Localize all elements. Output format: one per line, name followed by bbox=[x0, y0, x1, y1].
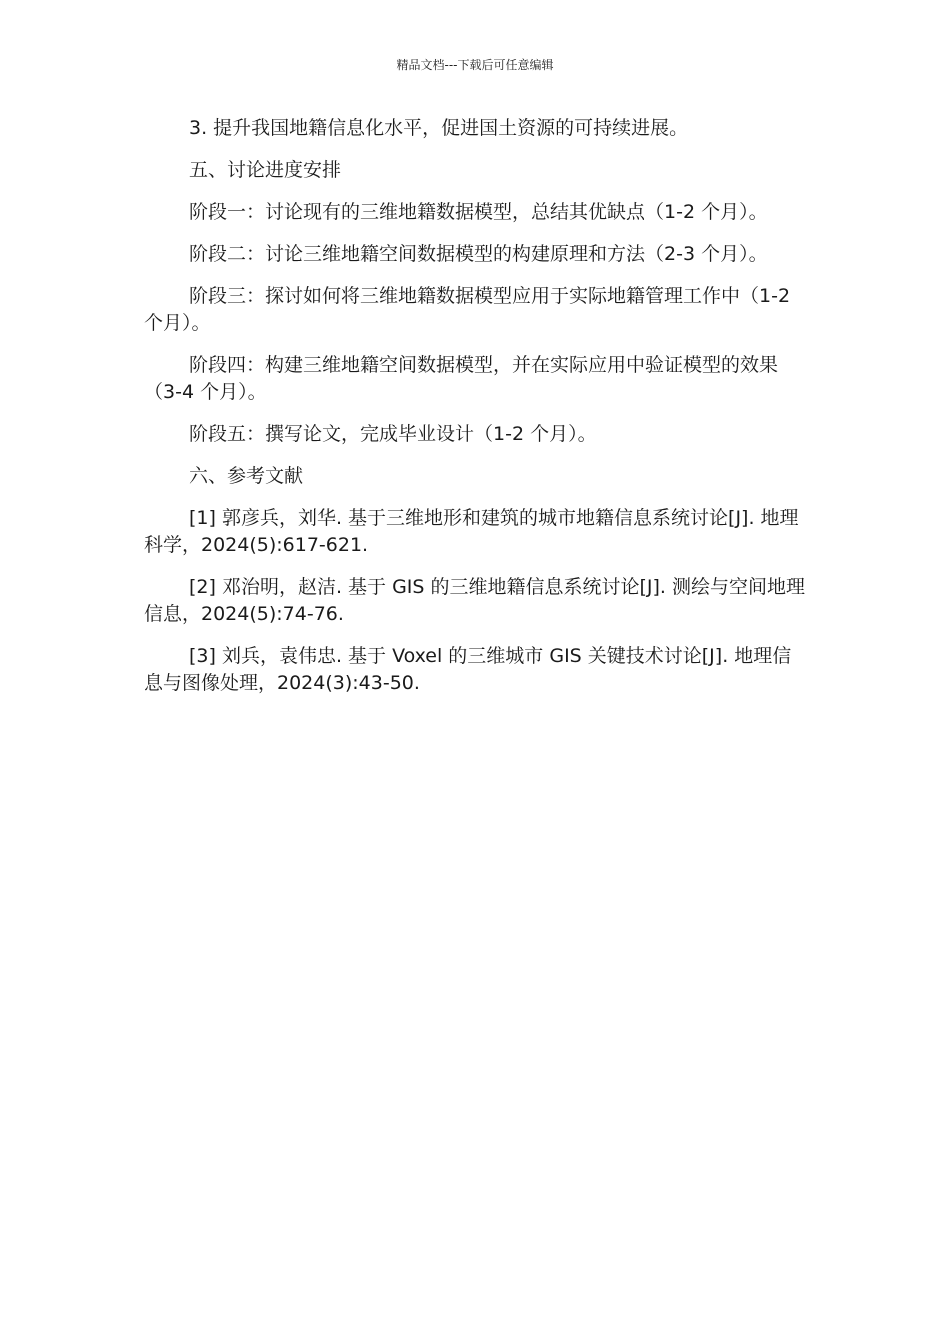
page-header: 精品文档---下载后可任意编辑 bbox=[396, 58, 554, 72]
schedule-stage-5: 阶段五：撰写论文，完成毕业设计（1-2 个月）。 bbox=[189, 423, 597, 445]
document-body bbox=[144, 115, 809, 712]
schedule-stage-2: 阶段二：讨论三维地籍空间数据模型的构建原理和方法（2-3 个月）。 bbox=[189, 243, 768, 265]
reference-item-3: [3] 刘兵，袁伟忠. 基于 Voxel 的三维城市 GIS 关键技术讨论[J]. 地理信息与图像处理，2024(3):43-50. bbox=[144, 645, 792, 694]
reference-item-2: [2] 邓治明，赵洁. 基于 GIS 的三维地籍信息系统讨论[J]. 测绘与空间地理信息，2024(5):74-76. bbox=[144, 576, 806, 625]
schedule-stage-1: 阶段一：讨论现有的三维地籍数据模型，总结其优缺点（1-2 个月）。 bbox=[189, 201, 768, 223]
section-heading-references: 六、参考文献 bbox=[189, 465, 304, 487]
section-heading-schedule: 五、讨论进度安排 bbox=[189, 159, 342, 181]
schedule-stage-3: 阶段三：探讨如何将三维地籍数据模型应用于实际地籍管理工作中（1-2 个月）。 bbox=[144, 285, 791, 334]
schedule-stage-4: 阶段四：构建三维地籍空间数据模型，并在实际应用中验证模型的效果（3-4 个月）。 bbox=[144, 354, 779, 403]
goal-item-3: 3. 提升我国地籍信息化水平，促进国土资源的可持续进展。 bbox=[189, 117, 689, 139]
reference-item-1: [1] 郭彦兵，刘华. 基于三维地形和建筑的城市地籍信息系统讨论[J]. 地理科学，2024(5):617-621. bbox=[144, 507, 799, 556]
